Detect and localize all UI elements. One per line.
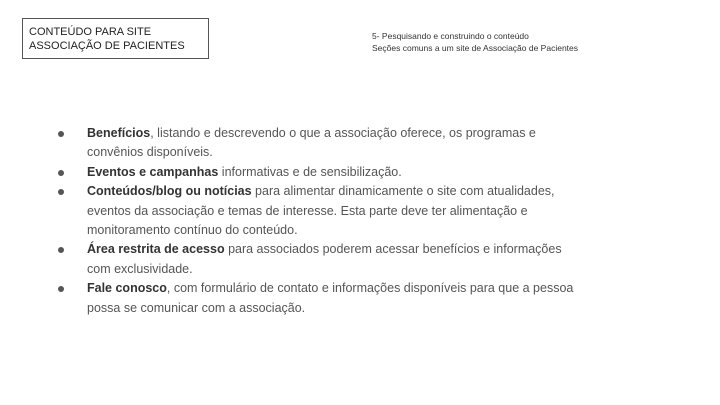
bullet-icon bbox=[58, 170, 64, 176]
bullet-item-events bbox=[58, 163, 578, 182]
title-line-1: CONTEÚDO PARA SITE bbox=[29, 26, 152, 38]
bullet-item-benefits bbox=[58, 124, 578, 163]
section-header-line-1: 5- Pesquisando e construindo o conteúdo bbox=[372, 31, 529, 41]
bullet-text: para alimentar dinamicamente o site com atualidades, eventos da associação e temas de interesse. Esta parte deve ter alimentação e monitoramento contínuo do conteúdo. bbox=[87, 184, 555, 238]
bullet-icon bbox=[58, 286, 64, 292]
bullet-text: , com formulário de contato e informações disponíveis para que a pessoa possa se comunicar com a associação. bbox=[87, 281, 574, 315]
bullet-bold: Área restrita de acesso bbox=[87, 242, 225, 257]
title-line-2: ASSOCIAÇÃO DE PACIENTES bbox=[29, 40, 185, 52]
section-header-line-2: Seções comuns a um site de Associação de Pacientes bbox=[372, 43, 579, 53]
bullet-item-restricted-area bbox=[58, 240, 578, 279]
bullet-icon bbox=[58, 131, 64, 137]
bullet-icon bbox=[58, 189, 64, 195]
title-box bbox=[22, 18, 209, 59]
bullet-bold: Eventos e campanhas bbox=[87, 164, 219, 179]
section-header bbox=[372, 30, 578, 54]
bullet-bold: Fale conosco bbox=[87, 281, 167, 296]
bullet-list bbox=[58, 124, 578, 318]
bullet-item-blog bbox=[58, 182, 578, 240]
bullet-text: para associados poderem acessar benefícios e informações com exclusividade. bbox=[87, 242, 562, 276]
bullet-bold: Benefícios bbox=[87, 126, 151, 140]
bullet-item-contact bbox=[58, 279, 578, 318]
bullet-text: informativas e de sensibilização. bbox=[218, 164, 402, 179]
bullet-text: , listando e descrevendo o que a associação oferece, os programas e convênios disponíveis. bbox=[87, 126, 536, 160]
bullet-icon bbox=[58, 247, 64, 253]
bullet-bold: Conteúdos/blog ou notícias bbox=[87, 184, 252, 199]
